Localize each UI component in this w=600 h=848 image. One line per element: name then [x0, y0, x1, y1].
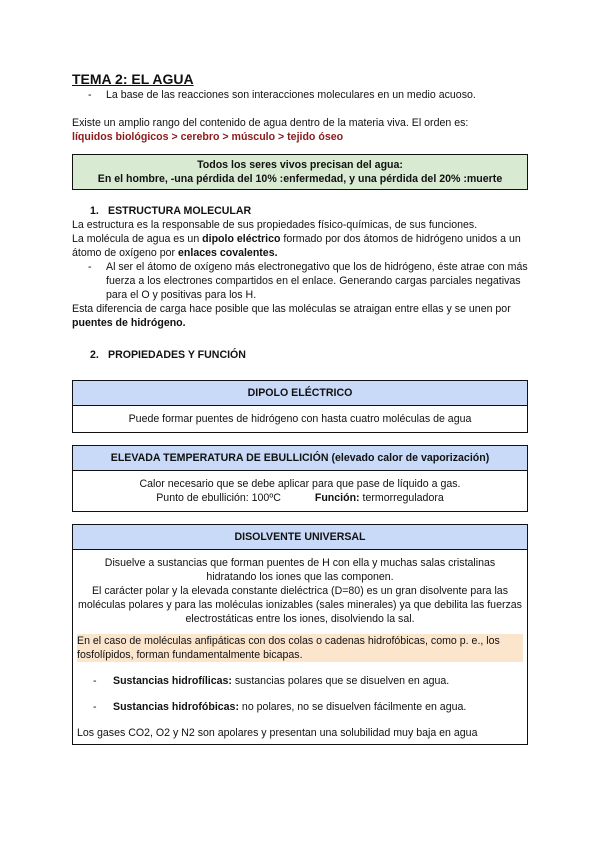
table-header: DISOLVENTE UNIVERSAL [73, 525, 527, 550]
text-run: formado por dos átomos de hidrógeno unidos a un átomo de oxígeno por [72, 233, 521, 259]
table-dipole [72, 380, 528, 433]
intro-bullet: - La base de las reacciones son interacciones moleculares en un medio acuoso. [72, 88, 528, 102]
structure-bullet: - Al ser el átomo de oxígeno más electronegativo que los de hidrógeno, éste atrae con más fuerza a los electrones compartidos en el enlace. Generando cargas parciales negativas para el O y positivas para los H. [72, 260, 528, 302]
section-number: 1. [90, 205, 99, 217]
boiling-line-1: Calor necesario que se debe aplicar para que pase de líquido a gas. [139, 478, 461, 490]
table-header: ELEVADA TEMPERATURA DE EBULLICIÓN (elevado calor de vaporización) [73, 446, 527, 471]
bold-term-hydrogen-bonds: puentes de hidrógeno. [72, 317, 186, 329]
boiling-point: Punto de ebullición: 100ºC [156, 492, 281, 504]
highlight-line-1: Todos los seres vivos precisan del agua: [197, 159, 403, 171]
bold-term: Sustancias hidrofóbicas: [113, 701, 239, 713]
boiling-line-2 [79, 491, 521, 505]
text-run: sustancias polares que se disuelven en agua. [231, 675, 450, 687]
section-heading-structure [72, 204, 528, 218]
table-body: Puede formar puentes de hidrógeno con hasta cuatro moléculas de agua [128, 413, 472, 425]
range-order: líquidos biológicos > cerebro > músculo > tejido óseo [72, 131, 344, 143]
table-header: DIPOLO ELÉCTRICO [73, 381, 527, 406]
bold-term: Sustancias hidrofílicas: [113, 675, 232, 687]
function-label: Función: [314, 492, 360, 504]
solvent-paragraph-1: Disuelve a sustancias que forman puentes de H con ella y muchas salas cristalinas hidratando los iones que las componen. [104, 557, 496, 583]
table-solvent [72, 524, 528, 745]
function-value: termorreguladora [359, 492, 444, 504]
section-heading-properties [72, 348, 528, 362]
document-title: TEMA 2: EL AGUA [72, 71, 194, 87]
highlight-box-water-need [72, 154, 528, 190]
text-run: no polares, no se disuelven fácilmente en agua. [238, 701, 467, 713]
hydrophobic-item [77, 700, 523, 714]
document-page [72, 70, 528, 745]
hydrophilic-item [77, 674, 523, 688]
text-run: La molécula de agua es un [72, 233, 203, 245]
table-boiling [72, 445, 528, 512]
bold-term-dipole: dipolo eléctrico [202, 233, 281, 245]
bold-term-covalent: enlaces covalentes. [178, 247, 278, 259]
structure-paragraph-1: La estructura es la responsable de sus propiedades físico-químicas, de sus funciones. [72, 219, 478, 231]
structure-paragraph-2 [72, 232, 528, 260]
structure-paragraph-3 [72, 302, 528, 330]
amphipathic-highlight: En el caso de moléculas anfipáticas con dos colas o cadenas hidrofóbicas, como p. e., los fosfolípidos, forman fundamentalmente bicapas. [77, 634, 523, 662]
table-body [73, 550, 527, 744]
section-number: 2. [90, 349, 99, 361]
section-title: PROPIEDADES Y FUNCIÓN [108, 349, 246, 361]
range-text: Existe un amplio rango del contenido de agua dentro de la materia viva. El orden es: [72, 117, 469, 129]
text-run: Esta diferencia de carga hace posible que las moléculas se atraigan entre ellas y se unen por [72, 303, 511, 315]
section-title: ESTRUCTURA MOLECULAR [108, 205, 252, 217]
gases-text: Los gases CO2, O2 y N2 son apolares y presentan una solubilidad muy baja en agua [77, 727, 478, 739]
table-body [73, 471, 527, 511]
highlight-line-2: En el hombre, -una pérdida del 10% :enfermedad, y una pérdida del 20% :muerte [97, 173, 503, 185]
solvent-paragraph-2: El carácter polar y la elevada constante dieléctrica (D=80) es un gran disolvente para las moléculas polares y para las moléculas ionizables (sales minerales) ya que debilita las fuerzas electrostáticas entre los iones, disolviendo la sal. [78, 585, 522, 625]
